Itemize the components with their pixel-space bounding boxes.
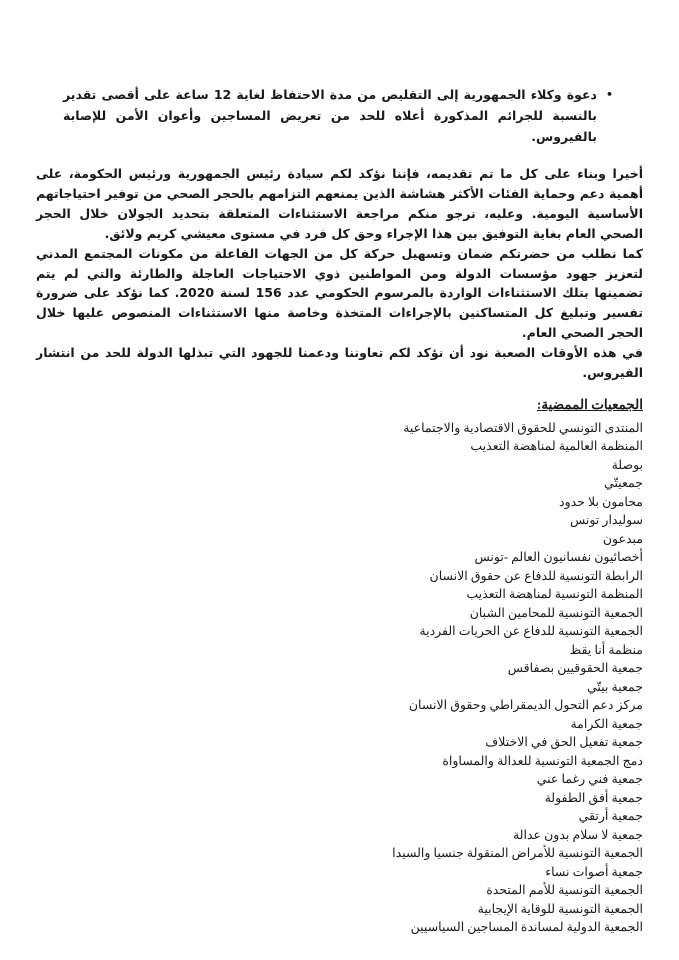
signatory-item: الجمعية التونسية للوقاية الإيجابية [477,901,643,916]
signatory-item: مبدعون [602,531,643,546]
signatory-item: الجمعية التونسية للأمم المتحدة [486,883,643,898]
signatory-item: جمعية أفق الطفولة [544,790,643,805]
paragraph-request: كما نطلب من حضرتكم ضمان وتسهيل حركة كل من الجهات الفاعلة من مكونات المجتمع المدني لتعزيز جهود مؤسسات الدولة ومن المواطنين ذوي الاحتياجات العاجلة والطارئة والتي لم يتم تضمينها بتلك الاستثناءات الواردة بالمرسوم الحكومي عدد 156 لسنة 2020. كما نؤكد على ضرورة تفسير وتبليغ كل المتساكنين بالإجراءات المتخذة وخاصة منها الاستثناءات المنصوص عليها خلال الحجر الصحي العام. [36,245,643,341]
signatory-item: المنظمة التونسية لمناهضة التعذيب [466,587,643,602]
signatory-item: دمج الجمعية التونسية للعدالة والمساواة [442,753,643,768]
signatory-item: المنظمة العالمية لمناهضة التعذيب [470,439,643,454]
signatories-list [36,419,643,937]
signatory-item: مركز دعم التحول الديمقراطي وحقوق الانسان [408,698,643,713]
signatory-item: جمعية فني رغما عني [536,772,643,787]
signatory-item: الجمعية التونسية للمحامين الشبان [469,605,643,620]
signatory-item: جمعية أرتقي [578,809,643,824]
signatory-item: جمعية لا سلام بدون عدالة [512,827,643,842]
bullet-item [63,84,613,147]
signatory-item: بوصلة [611,457,643,472]
signatories-heading: الجمعيات الممضية: [536,396,643,412]
signatory-item: المنتدى التونسي للحقوق الاقتصادية والاجتماعية [403,420,643,435]
signatory-item: الرابطة التونسية للدفاع عن حقوق الانسان [429,568,643,583]
signatory-item: أخصائيون نفسانيون العالم -تونس [474,550,643,565]
signatory-item: منظمة أنا يقظ [569,642,643,657]
paragraph-closing-appeal: أخيرا وبناء على كل ما تم تقديمه، فإننا نؤكد لكم سيادة رئيس الجمهورية ورئيس الحكومة، على أهمية دعم وحماية الفئات الأكثر هشاشة الذين يمنعهم التزامهم بالحجر الصحي من توفير احتياجاتهم الأساسية اليومية. وعليه، نرجو منكم مراجعة الاستثناءات المتعلقة بتحديد الجولان خلال الحجر الصحي العام بغاية التوفيق بين هذا الإجراء وحق كل فرد في مستوى معيشي كريم ولائق. [36,166,643,241]
signatory-item: الجمعية التونسية للأمراض المنقولة جنسيا والسيدا [392,846,643,861]
signatory-item: جمعية الحقوقيين بصفاقس [507,661,643,676]
paragraph-support: في هذه الأوقات الصعبة نود أن نؤكد لكم تعاوننا ودعمنا للجهود التي تبذلها الدولة للحد من انتشار الفيروس. [36,345,643,381]
signatory-item: جمعية تفعيل الحق في الاختلاف [485,735,643,750]
signatory-item: جمعية أصوات نساء [545,864,643,879]
signatory-item: محامون بلا حدود [559,494,643,509]
body-paragraphs [36,164,643,383]
signatory-item: جمعيتّي [604,476,643,491]
signatory-item: الجمعية التونسية للدفاع عن الحريات الفردية [419,624,643,639]
bullet-text: دعوة وكلاء الجمهورية إلى التقليص من مدة الاحتفاظ لغاية 12 ساعة على أقصى تقدير بالنسبة للجرائم المذكورة أعلاه للحد من تعريض المساجين وأعوان الأمن للإصابة بالفيروس. [63,87,597,144]
signatory-item: سوليدار تونس [569,513,643,528]
signatory-item: الجمعية الدولية لمساندة المساجين السياسيين [410,920,643,935]
signatory-item: جمعية الكرامة [570,716,643,731]
signatory-item: جمعية بيتّي [586,679,643,694]
bullet-icon: • [605,88,613,101]
